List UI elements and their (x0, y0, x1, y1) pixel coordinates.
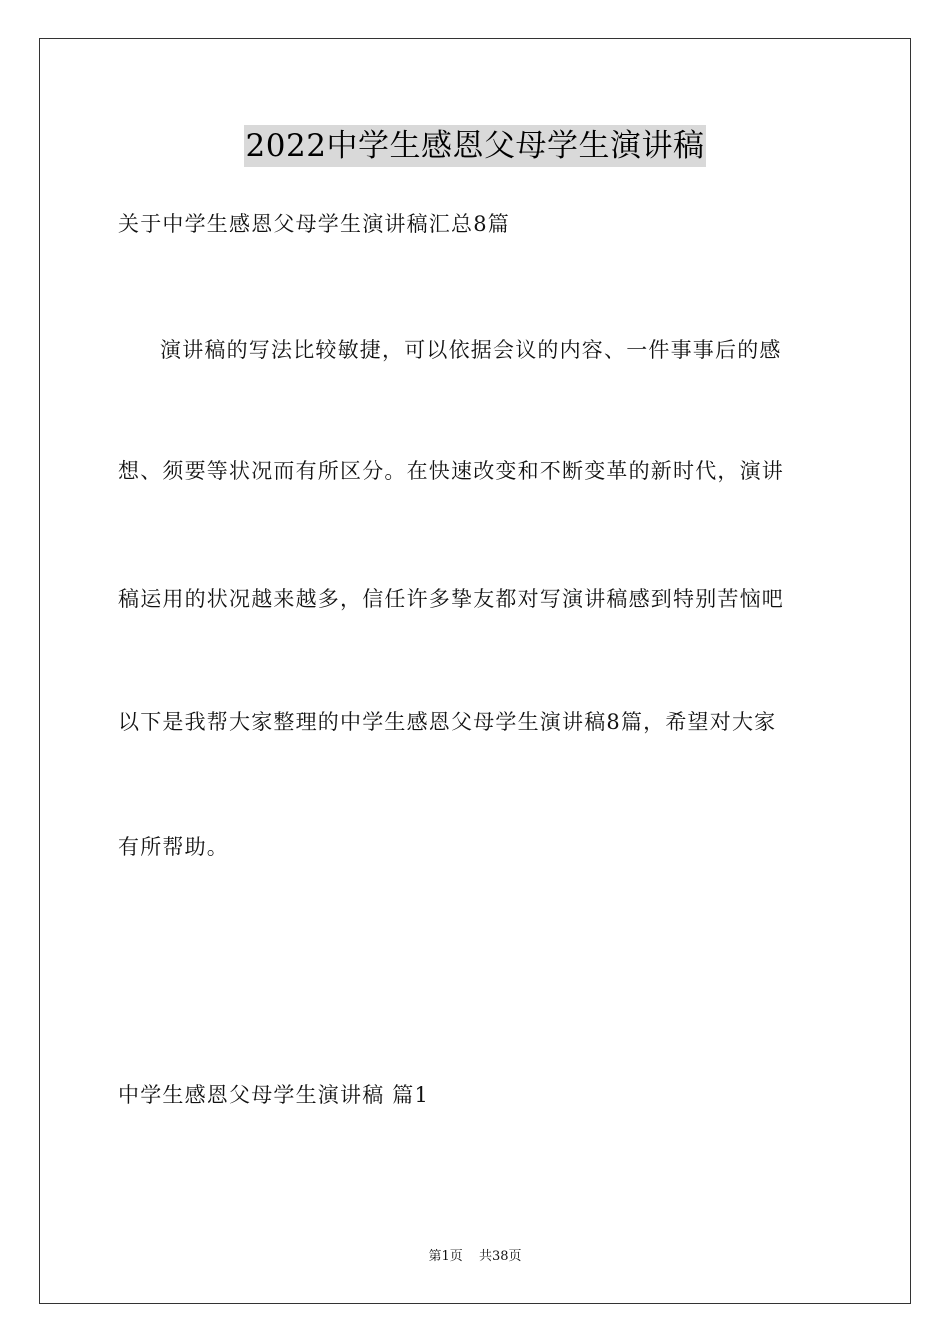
paragraph-line-2: 想、须要等状况而有所区分。在快速改变和不断变革的新时代，演讲 (118, 459, 784, 483)
paragraph-line-4: 以下是我帮大家整理的中学生感恩父母学生演讲稿8篇，希望对大家 (118, 710, 777, 734)
section-heading: 中学生感恩父母学生演讲稿 篇1 (118, 1083, 430, 1107)
title-container (0, 125, 950, 167)
paragraph-line-5: 有所帮助。 (118, 835, 229, 859)
document-title: 2022中学生感恩父母学生演讲稿 (244, 125, 707, 167)
page-footer (0, 1248, 950, 1266)
page-total: 共38页 (478, 1249, 522, 1264)
page-number: 第1页 (428, 1249, 463, 1264)
document-subtitle: 关于中学生感恩父母学生演讲稿汇总8篇 (118, 212, 510, 236)
paragraph-line-3: 稿运用的状况越来越多，信任许多挚友都对写演讲稿感到特别苦恼吧 (118, 587, 784, 611)
paragraph-line-1: 演讲稿的写法比较敏捷，可以依据会议的内容、一件事事后的感 (160, 338, 782, 362)
